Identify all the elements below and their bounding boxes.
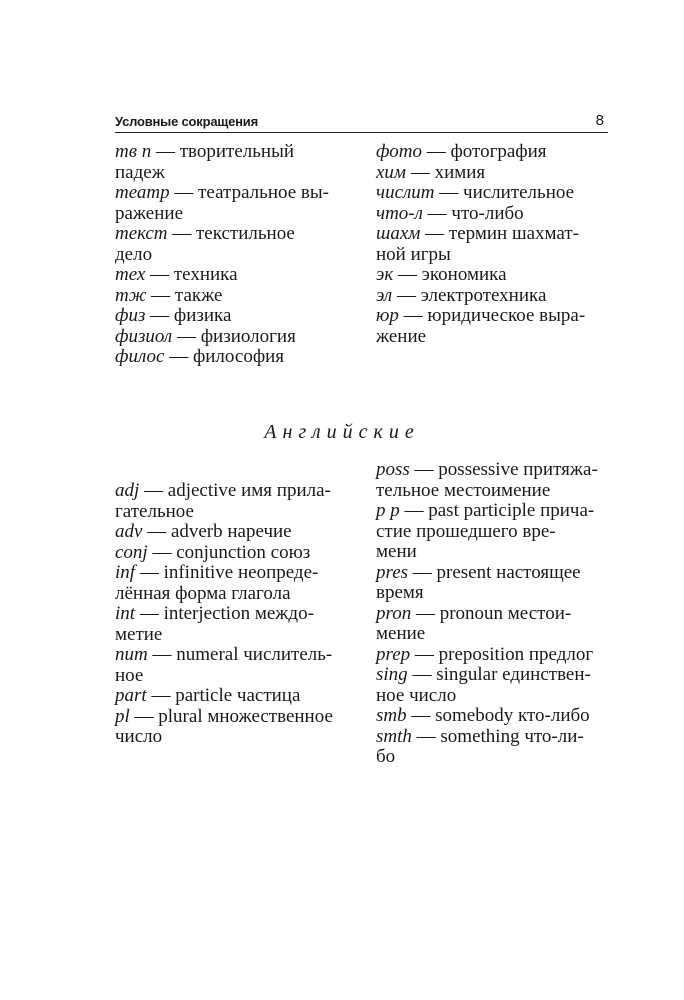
- glossary-entry: [115, 183, 360, 224]
- entry-first-line: [376, 563, 608, 584]
- glossary-entry: [115, 347, 360, 368]
- glossary-entry: [115, 142, 360, 183]
- definition-continuation: гательное: [115, 500, 194, 522]
- em-dash: —: [406, 705, 436, 726]
- definition: adverb наречие: [170, 521, 292, 542]
- entry-first-line: [115, 563, 360, 584]
- em-dash: —: [164, 346, 193, 367]
- entry-first-line: [376, 727, 608, 748]
- entry-first-line: [376, 265, 608, 286]
- definition-continuation: мени: [376, 541, 417, 562]
- entry-first-line: [376, 460, 608, 481]
- definition: interjection междо-: [163, 603, 314, 624]
- definition: somebody кто-либо: [435, 705, 590, 726]
- page-number: 8: [595, 112, 604, 129]
- definition-continuation: ное: [115, 664, 144, 686]
- abbreviation: тж: [115, 284, 147, 306]
- top-left-column: [115, 142, 360, 368]
- em-dash: —: [420, 223, 449, 244]
- abbreviation: тв п: [115, 141, 152, 162]
- abbreviation: poss: [376, 459, 410, 480]
- glossary-entry: [376, 665, 608, 706]
- abbreviation: adj: [115, 480, 140, 501]
- definition: текстильное: [195, 223, 295, 244]
- glossary-entry: [115, 522, 360, 543]
- definition: plural множественное: [158, 705, 333, 727]
- definition: термин шахмат-: [448, 223, 579, 244]
- definition: что-либо: [451, 202, 524, 224]
- definition: infinitive неопреде-: [163, 562, 319, 583]
- abbreviation: smb: [376, 705, 407, 726]
- em-dash: —: [392, 284, 421, 306]
- entry-first-line: [376, 604, 608, 625]
- em-dash: —: [410, 643, 439, 665]
- glossary-entry: [376, 204, 608, 225]
- abbreviation: физ: [115, 305, 146, 326]
- definition-continuation: дело: [115, 243, 153, 265]
- abbreviation: pl: [115, 705, 130, 727]
- section-label: Условные сокращения: [115, 114, 258, 129]
- glossary-entry: [115, 563, 360, 604]
- definition: физика: [173, 305, 232, 326]
- em-dash: —: [408, 561, 437, 583]
- entry-first-line: [115, 604, 360, 625]
- em-dash: —: [151, 141, 180, 162]
- entry-first-line: [115, 306, 360, 327]
- definition: юридическое выра-: [427, 305, 586, 326]
- abbreviation: шахм: [376, 223, 421, 244]
- abbreviation: фото: [376, 141, 422, 162]
- definition-continuation: тельное местоимение: [376, 479, 551, 501]
- abbreviation: юр: [376, 305, 399, 326]
- em-dash: —: [398, 305, 428, 326]
- definition-continuation: ражение: [115, 202, 184, 224]
- definition: numeral числитель-: [176, 644, 333, 665]
- abbreviation: conj: [115, 541, 148, 563]
- em-dash: —: [169, 182, 199, 203]
- glossary-entry: [376, 460, 608, 501]
- abbreviation: филос: [115, 346, 165, 367]
- glossary-entry: [115, 543, 360, 564]
- definition-continuation: число: [115, 726, 163, 747]
- definition-continuation: жение: [376, 325, 427, 347]
- glossary-entry: [115, 645, 360, 686]
- definition-continuation: падеж: [115, 161, 165, 183]
- english-section-heading: Английские: [264, 421, 420, 443]
- entry-first-line: [115, 286, 360, 307]
- definition-continuation: бо: [376, 746, 396, 767]
- entry-first-line: [115, 645, 360, 666]
- abbreviation: числит: [376, 182, 435, 203]
- entry-first-line: [115, 224, 360, 245]
- glossary-entry: [376, 265, 608, 286]
- entry-first-line: [376, 645, 608, 666]
- glossary-entry: [376, 645, 608, 666]
- entry-first-line: [376, 163, 608, 184]
- entry-first-line: [376, 306, 608, 327]
- abbreviation: хим: [376, 161, 407, 183]
- definition: электротехника: [420, 284, 547, 306]
- definition: также: [174, 284, 223, 306]
- em-dash: —: [421, 141, 451, 162]
- abbreviation: num: [115, 644, 148, 665]
- em-dash: —: [393, 264, 422, 285]
- definition: фотография: [450, 141, 547, 162]
- em-dash: —: [135, 562, 164, 583]
- em-dash: —: [146, 685, 176, 706]
- glossary-entry: [376, 501, 608, 563]
- entry-first-line: [376, 142, 608, 163]
- em-dash: —: [142, 521, 171, 542]
- definition: философия: [192, 346, 285, 367]
- entry-first-line: [376, 706, 608, 727]
- definition-continuation: ное число: [376, 684, 457, 706]
- entry-first-line: [115, 142, 360, 163]
- definition-continuation: время: [376, 582, 424, 603]
- em-dash: —: [409, 459, 439, 480]
- glossary-entry: [115, 306, 360, 327]
- entry-first-line: [115, 481, 360, 502]
- definition: физиология: [200, 325, 296, 347]
- entry-first-line: [376, 224, 608, 245]
- abbreviation: int: [115, 603, 136, 624]
- definition: экономика: [421, 264, 507, 285]
- em-dash: —: [146, 284, 175, 306]
- abbreviation: эк: [376, 264, 394, 285]
- definition: preposition предлог: [438, 643, 594, 665]
- entry-first-line: [115, 347, 360, 368]
- definition-continuation: стие прошедшего вре-: [376, 520, 556, 542]
- definition: adjective имя прила-: [167, 480, 331, 501]
- bottom-right-column: [376, 460, 608, 768]
- em-dash: —: [145, 305, 174, 326]
- bottom-left-column: [115, 481, 360, 748]
- em-dash: —: [129, 705, 159, 727]
- entry-first-line: [376, 665, 608, 686]
- entry-first-line: [376, 204, 608, 225]
- glossary-entry: [376, 224, 608, 265]
- abbreviation: smth: [376, 725, 412, 747]
- em-dash: —: [145, 264, 174, 285]
- top-right-column: [376, 142, 608, 347]
- definition: театральное вы-: [198, 182, 329, 203]
- definition: conjunction союз: [176, 541, 311, 563]
- glossary-entry: [376, 706, 608, 727]
- entry-first-line: [115, 543, 360, 564]
- entry-first-line: [376, 183, 608, 204]
- entry-first-line: [115, 265, 360, 286]
- glossary-entry: [376, 563, 608, 604]
- em-dash: —: [406, 161, 435, 183]
- em-dash: —: [422, 202, 452, 224]
- glossary-entry: [376, 306, 608, 347]
- em-dash: —: [147, 541, 177, 563]
- definition: химия: [434, 161, 486, 183]
- abbreviation: театр: [115, 182, 170, 203]
- abbreviation: тех: [115, 264, 146, 285]
- abbreviation: физиол: [115, 325, 173, 347]
- em-dash: —: [399, 500, 429, 521]
- glossary-entry: [115, 286, 360, 307]
- running-head: [115, 111, 608, 133]
- definition-continuation: метие: [115, 623, 163, 645]
- glossary-entry: [115, 481, 360, 522]
- abbreviation: adv: [115, 521, 143, 542]
- definition: something что-ли-: [440, 725, 584, 747]
- abbreviation: что-л: [376, 202, 423, 224]
- abbreviation: p p: [376, 500, 400, 521]
- abbreviation: sing: [376, 664, 408, 685]
- glossary-entry: [115, 707, 360, 748]
- glossary-entry: [376, 286, 608, 307]
- entry-first-line: [115, 707, 360, 728]
- definition: творительный: [179, 141, 295, 162]
- entry-first-line: [115, 522, 360, 543]
- em-dash: —: [411, 725, 441, 747]
- entry-first-line: [115, 183, 360, 204]
- em-dash: —: [139, 480, 168, 501]
- glossary-entry: [115, 224, 360, 265]
- glossary-entry: [376, 727, 608, 768]
- em-dash: —: [434, 182, 464, 203]
- glossary-entry: [376, 163, 608, 184]
- glossary-entry: [115, 327, 360, 348]
- definition-continuation: мение: [376, 623, 426, 644]
- abbreviation: текст: [115, 223, 168, 244]
- definition: техника: [173, 264, 238, 285]
- glossary-entry: [115, 265, 360, 286]
- definition: singular единствен-: [436, 664, 591, 685]
- em-dash: —: [411, 602, 440, 624]
- em-dash: —: [407, 664, 437, 685]
- definition: числительное: [463, 182, 575, 203]
- definition: present настоящее: [436, 561, 581, 583]
- entry-first-line: [115, 686, 360, 707]
- abbreviation: inf: [115, 562, 136, 583]
- abbreviation: prep: [376, 643, 411, 665]
- definition: past participle прича-: [428, 500, 595, 521]
- abbreviation: pres: [376, 561, 409, 583]
- glossary-entry: [376, 142, 608, 163]
- abbreviation: pron: [376, 602, 412, 624]
- definition-continuation: лённая форма глагола: [115, 582, 291, 604]
- abbreviation: эл: [376, 284, 393, 306]
- em-dash: —: [135, 603, 164, 624]
- em-dash: —: [147, 644, 177, 665]
- em-dash: —: [167, 223, 196, 244]
- glossary-entry: [115, 686, 360, 707]
- abbreviation: part: [115, 685, 147, 706]
- glossary-entry: [115, 604, 360, 645]
- entry-first-line: [376, 286, 608, 307]
- em-dash: —: [172, 325, 201, 347]
- entry-first-line: [115, 327, 360, 348]
- glossary-entry: [376, 604, 608, 645]
- glossary-entry: [376, 183, 608, 204]
- entry-first-line: [376, 501, 608, 522]
- definition: particle частица: [175, 685, 301, 706]
- definition: possessive притяжа-: [438, 459, 598, 480]
- definition-continuation: ной игры: [376, 243, 451, 265]
- definition: pronoun местои-: [439, 602, 572, 624]
